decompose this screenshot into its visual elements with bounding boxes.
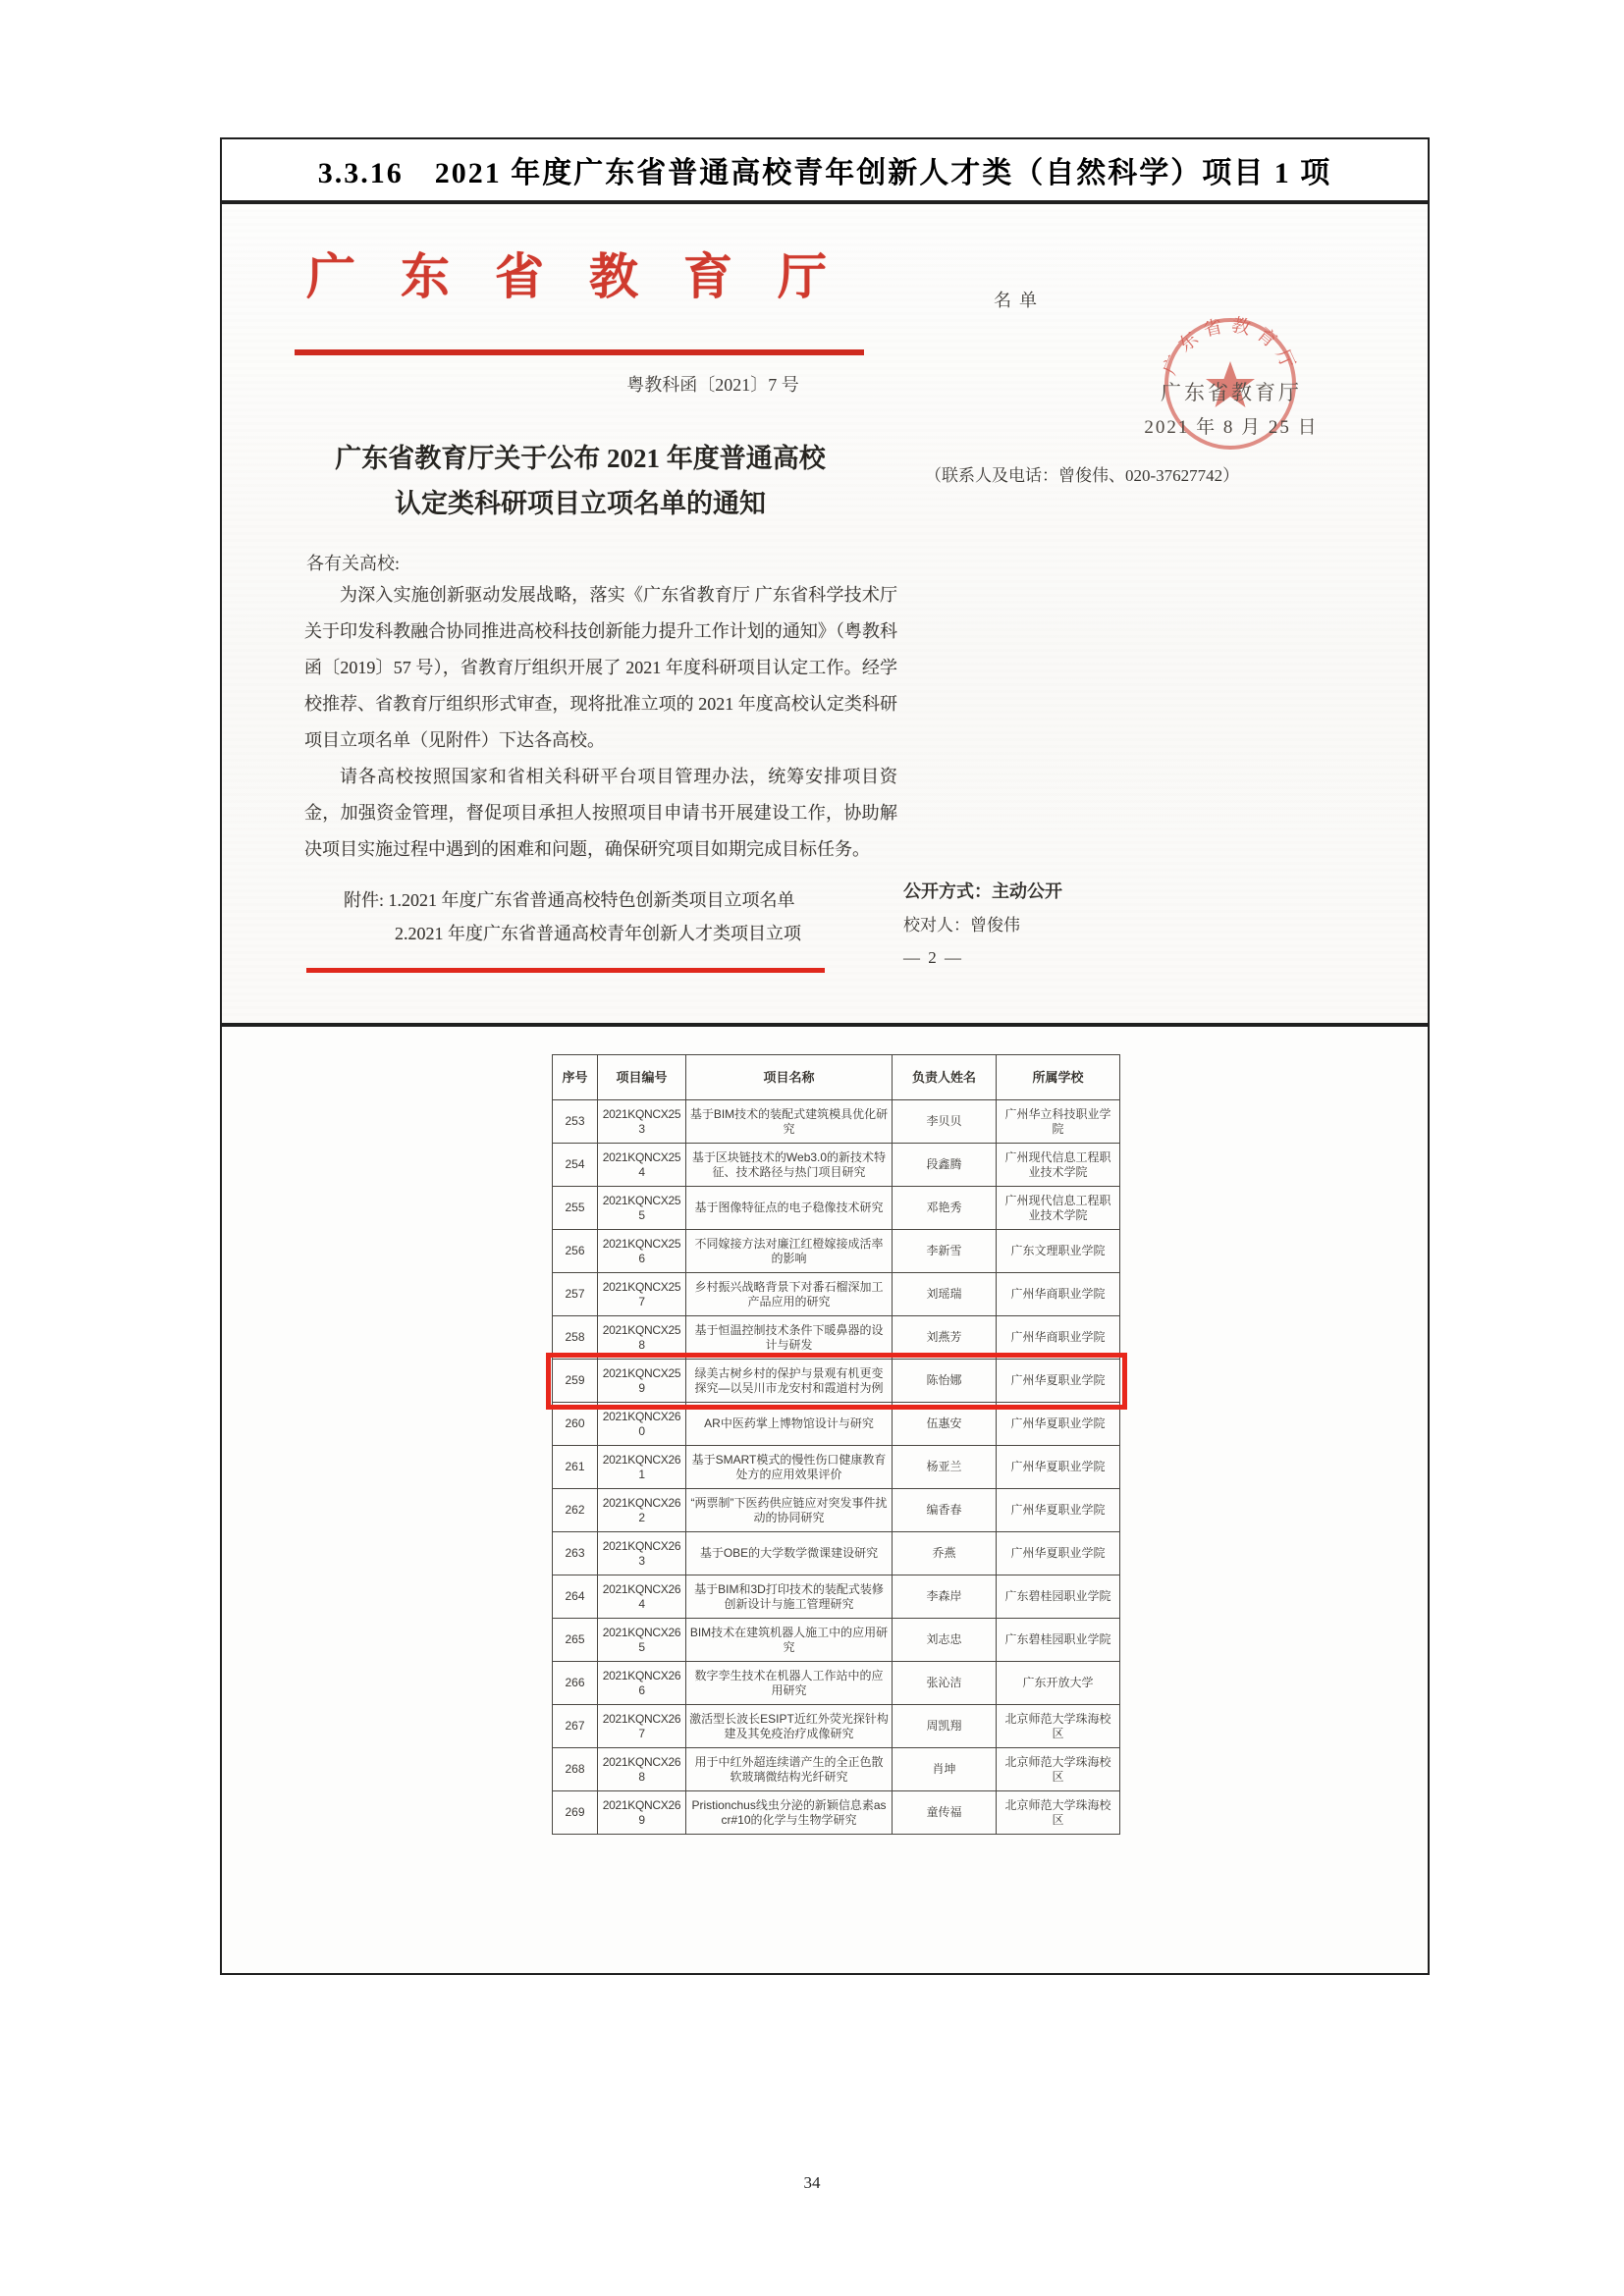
cell-project-code: 2021KQNCX263 [598,1532,686,1575]
letter-body [304,577,897,950]
cell-project-title: 基于恒温控制技术条件下暖鼻器的设计与研发 [686,1316,893,1360]
attachments [344,883,897,950]
cell-seq: 267 [553,1705,598,1748]
cell-project-title: 基于SMART模式的慢性伤口健康教育处方的应用效果评价 [686,1446,893,1489]
table-row [553,1575,1120,1619]
table-row [553,1705,1120,1748]
cell-project-code: 2021KQNCX260 [598,1403,686,1446]
cell-leader-name: 段鑫腾 [893,1144,997,1187]
letter-title [279,436,882,526]
cell-project-code: 2021KQNCX259 [598,1360,686,1403]
cell-leader-name: 陈怡娜 [893,1360,997,1403]
section-title: 3.3.16 2021 年度广东省普通高校青年创新人才类（自然科学）项目 1 项 [317,157,1332,189]
cell-school: 广州华夏职业学院 [997,1360,1120,1403]
cell-project-title: 乡村振兴战略背景下对番石榴深加工产品应用的研究 [686,1273,893,1316]
cell-project-title: BIM技术在建筑机器人施工中的应用研究 [686,1619,893,1662]
column-header: 所属学校 [997,1055,1120,1100]
salutation: 各有关高校: [306,554,401,573]
document-number: 粤教科函〔2021〕7 号 [626,375,799,395]
table-header-row [553,1055,1120,1100]
proofreader: 校对人：曾俊伟 [903,916,1020,934]
cell-project-title: 基于OBE的大学数学微课建设研究 [686,1532,893,1575]
cell-project-code: 2021KQNCX257 [598,1273,686,1316]
column-header: 负责人姓名 [893,1055,997,1100]
letter-page-marker: — 2 — [903,948,963,967]
cell-school: 广东文理职业学院 [997,1230,1120,1273]
cell-seq: 258 [553,1316,598,1360]
cell-project-title: “两票制”下医药供应链应对突发事件扰动的协同研究 [686,1489,893,1532]
cell-school: 广东开放大学 [997,1662,1120,1705]
table-row-highlighted [553,1360,1120,1403]
cell-project-title: 基于区块链技术的Web3.0的新技术特征、技术路径与热门项目研究 [686,1144,893,1187]
cell-project-code: 2021KQNCX265 [598,1619,686,1662]
cell-project-code: 2021KQNCX268 [598,1748,686,1791]
cell-seq: 266 [553,1662,598,1705]
attachment-line-2: 2.2021 年度广东省普通高校青年创新人才类项目立项 [395,924,801,943]
section-title-box [220,137,1430,202]
table-row [553,1489,1120,1532]
table-row [553,1273,1120,1316]
cell-project-code: 2021KQNCX266 [598,1662,686,1705]
cell-leader-name: 刘志忠 [893,1619,997,1662]
scanned-letter [220,202,1430,1025]
page-number: 34 [803,2173,821,2192]
cell-leader-name: 编香春 [893,1489,997,1532]
table-row [553,1144,1120,1187]
cell-seq: 265 [553,1619,598,1662]
cell-project-title: 不同嫁接方法对廉江红橙嫁接成活率的影响 [686,1230,893,1273]
cell-leader-name: 杨亚兰 [893,1446,997,1489]
cell-project-code: 2021KQNCX262 [598,1489,686,1532]
svg-text:广东省教育厅: 广东省教育厅 [1161,314,1300,379]
table-row [553,1619,1120,1662]
cell-school: 广州华夏职业学院 [997,1403,1120,1446]
cell-school: 广州华商职业学院 [997,1273,1120,1316]
cell-seq: 253 [553,1100,598,1144]
cell-project-code: 2021KQNCX269 [598,1791,686,1835]
project-table-body [553,1100,1120,1835]
table-row [553,1403,1120,1446]
cell-seq: 256 [553,1230,598,1273]
cell-school: 广州华立科技职业学院 [997,1100,1120,1144]
cell-project-title: Pristionchus线虫分泌的新颖信息素ascr#10的化学与生物学研究 [686,1791,893,1835]
cell-project-code: 2021KQNCX258 [598,1316,686,1360]
cell-leader-name: 刘燕芳 [893,1316,997,1360]
column-header: 项目编号 [598,1055,686,1100]
cell-school: 广州华夏职业学院 [997,1532,1120,1575]
table-row [553,1100,1120,1144]
letterhead-agency: 广东省教育厅 [306,249,872,304]
cell-project-title: 绿美古树乡村的保护与景观有机更变探究—以吴川市龙安村和霞道村为例 [686,1360,893,1403]
cell-project-title: 激活型长波长ESIPT近红外荧光探针构建及其免疫治疗成像研究 [686,1705,893,1748]
table-row [553,1446,1120,1489]
cell-leader-name: 乔燕 [893,1532,997,1575]
column-header: 序号 [553,1055,598,1100]
cell-school: 广州华夏职业学院 [997,1489,1120,1532]
table-row [553,1187,1120,1230]
cell-project-title: 基于图像特征点的电子稳像技术研究 [686,1187,893,1230]
cell-leader-name: 刘瑶瑞 [893,1273,997,1316]
cell-project-title: 基于BIM和3D打印技术的装配式装修创新设计与施工管理研究 [686,1575,893,1619]
cell-seq: 262 [553,1489,598,1532]
cell-leader-name: 李新雪 [893,1230,997,1273]
cell-project-title: 用于中红外超连续谱产生的全正色散软玻璃微结构光纤研究 [686,1748,893,1791]
cell-seq: 268 [553,1748,598,1791]
cell-school: 广州华商职业学院 [997,1316,1120,1360]
column-header: 项目名称 [686,1055,893,1100]
cell-seq: 254 [553,1144,598,1187]
cell-leader-name: 肖坤 [893,1748,997,1791]
cell-leader-name: 李贝贝 [893,1100,997,1144]
table-row [553,1532,1120,1575]
cell-project-title: AR中医药掌上博物馆设计与研究 [686,1403,893,1446]
letter-bottom-red-rule [306,968,825,973]
stamp-agency-text: 广东省教育厅 [1161,381,1302,404]
cell-seq: 269 [553,1791,598,1835]
project-table [552,1054,1120,1835]
cell-school: 广东碧桂园职业学院 [997,1619,1120,1662]
cell-project-title: 基于BIM技术的装配式建筑模具优化研究 [686,1100,893,1144]
attachment-line-1: 附件: 1.2021 年度广东省普通高校特色创新类项目立项名单 [344,890,795,910]
letter-title-line2: 认定类科研项目立项名单的通知 [395,489,766,518]
project-table-head [553,1055,1120,1100]
letter-title-line1: 广东省教育厅关于公布 2021 年度普通高校 [335,444,826,473]
cell-leader-name: 周凯翔 [893,1705,997,1748]
cell-project-code: 2021KQNCX256 [598,1230,686,1273]
cell-seq: 263 [553,1532,598,1575]
cell-seq: 257 [553,1273,598,1316]
cell-project-code: 2021KQNCX261 [598,1446,686,1489]
cell-project-code: 2021KQNCX255 [598,1187,686,1230]
cell-seq: 264 [553,1575,598,1619]
table-row [553,1662,1120,1705]
cell-seq: 260 [553,1403,598,1446]
cell-seq: 255 [553,1187,598,1230]
stamp-date-text: 2021 年 8 月 25 日 [1144,417,1319,438]
cell-school: 广东碧桂园职业学院 [997,1575,1120,1619]
cell-project-code: 2021KQNCX264 [598,1575,686,1619]
cell-school: 广州现代信息工程职业技术学院 [997,1144,1120,1187]
cell-leader-name: 伍惠安 [893,1403,997,1446]
cell-project-code: 2021KQNCX267 [598,1705,686,1748]
cell-seq: 259 [553,1360,598,1403]
cell-leader-name: 邓艳秀 [893,1187,997,1230]
cell-school: 广州现代信息工程职业技术学院 [997,1187,1120,1230]
list-word: 名单 [994,291,1045,310]
cell-leader-name: 童传福 [893,1791,997,1835]
cell-school: 北京师范大学珠海校区 [997,1705,1120,1748]
cell-school: 广州华夏职业学院 [997,1446,1120,1489]
letterhead-red-rule [295,349,864,355]
cell-seq: 261 [553,1446,598,1489]
letter-paragraph-1: 为深入实施创新驱动发展战略，落实《广东省教育厅 广东省科学技术厅关于印发科教融合协同推进高校科技创新能力提升工作计划的通知》（粤教科函〔2019〕57 号），省教育厅组织开展了 2021 年度科研项目认定工作。经学校推荐、省教育厅组织形式审查，现将批准立项的 2021 年度高校认定类科研项目立项名单（见附件）下达各高校。 [304,585,897,750]
contact-line: （联系人及电话：曾俊伟、020-37627742） [925,466,1240,485]
cell-project-code: 2021KQNCX253 [598,1100,686,1144]
table-row [553,1791,1120,1835]
cell-school: 北京师范大学珠海校区 [997,1791,1120,1835]
cell-leader-name: 张沁洁 [893,1662,997,1705]
cell-leader-name: 李森岸 [893,1575,997,1619]
project-table-box [220,1025,1430,1975]
letter-paragraph-2: 请各高校按照国家和省相关科研平台项目管理办法，统筹安排项目资金，加强资金管理，督促项目承担人按照项目申请书开展建设工作，协助解决项目实施过程中遇到的困难和问题，确保研究项目如期完成目标任务。 [304,767,897,859]
table-row [553,1748,1120,1791]
cell-project-title: 数字孪生技术在机器人工作站中的应用研究 [686,1662,893,1705]
publicity-method: 公开方式：主动公开 [903,881,1062,901]
table-row [553,1316,1120,1360]
table-row [553,1230,1120,1273]
cell-project-code: 2021KQNCX254 [598,1144,686,1187]
cell-school: 北京师范大学珠海校区 [997,1748,1120,1791]
